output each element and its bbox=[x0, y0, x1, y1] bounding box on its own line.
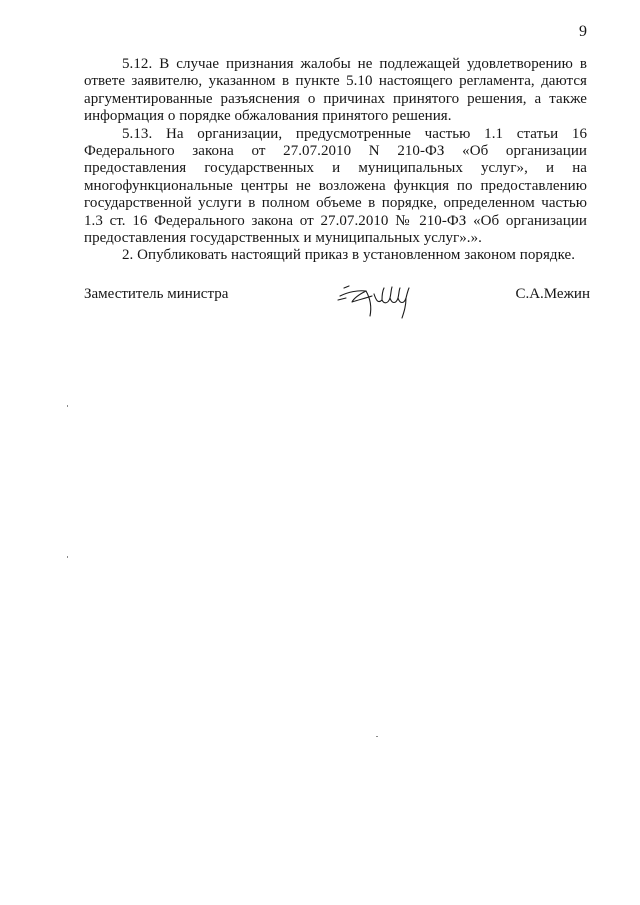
signer-name: С.А.Межин bbox=[515, 286, 590, 302]
page-number: 9 bbox=[579, 23, 587, 40]
paragraph-5-13: 5.13. На организации, предусмотренные частью 1.1 статьи 16 Федерального закона от 27.07.2010 N 210-ФЗ «Об организации предоставления государственных и муниципальных услуг», и на многофункциональные центры не возложена функция по предоставлению государственной услуги в полном объеме в порядке, определенном частью 1.3 ст. 16 Федерального закона от 27.07.2010 № 210-ФЗ «Об организации предоставления государственных и муниципальных услуг».». bbox=[84, 125, 587, 247]
document-body bbox=[84, 56, 587, 265]
handwritten-signature bbox=[336, 276, 422, 320]
signature-block bbox=[84, 282, 590, 322]
signer-title: Заместитель министра bbox=[84, 286, 229, 302]
scan-speck bbox=[67, 556, 68, 558]
paragraph-publish: 2. Опубликовать настоящий приказ в установленном законом порядке. bbox=[122, 247, 576, 264]
scan-speck bbox=[67, 405, 68, 407]
paragraph-5-12: 5.12. В случае признания жалобы не подлежащей удовлетворению в ответе заявителю, указанном в пункте 5.10 настоящего регламента, даются аргументированные разъяснения о причинах принятого решения, а также информация о порядке обжалования принятого решения. bbox=[84, 56, 587, 125]
scan-speck bbox=[376, 736, 378, 737]
